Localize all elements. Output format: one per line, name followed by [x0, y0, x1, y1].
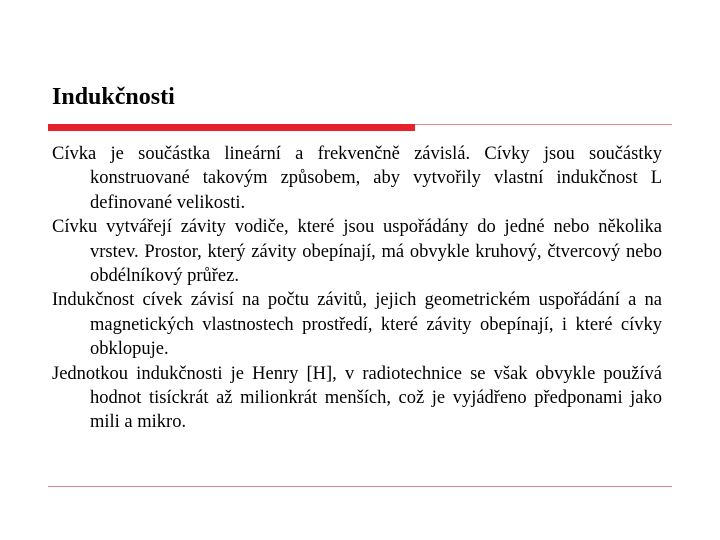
slide-body	[52, 142, 662, 435]
paragraph-units: Jednotkou indukčnosti je Henry [H], v radiotechnice se však obvykle používá hodnot tisíckrát až milionkrát menších, což je vyjádřeno předponami jako mili a mikro.	[52, 363, 662, 433]
slide-title: Indukčnosti	[52, 84, 175, 110]
paragraph-dependence: Indukčnost cívek závisí na počtu závitů, jejich geometrickém uspořádání a na magnetických vlastnostech prostředí, které závity obepínají, i které cívky obklopuje.	[52, 290, 662, 360]
title-underline-accent	[48, 124, 415, 131]
footer-divider	[48, 486, 672, 487]
paragraph-definition: Cívka je součástka lineární a frekvenčně závislá. Cívky jsou součástky konstruované takovým způsobem, aby vytvořily vlastní indukčnost L definované velikosti.	[52, 144, 662, 213]
paragraph-construction: Cívku vytvářejí závity vodiče, které jsou uspořádány do jedné nebo několika vrstev. Prostor, který závity obepínají, má obvykle kruhový, čtvercový nebo obdélníkový průřez.	[52, 217, 662, 287]
